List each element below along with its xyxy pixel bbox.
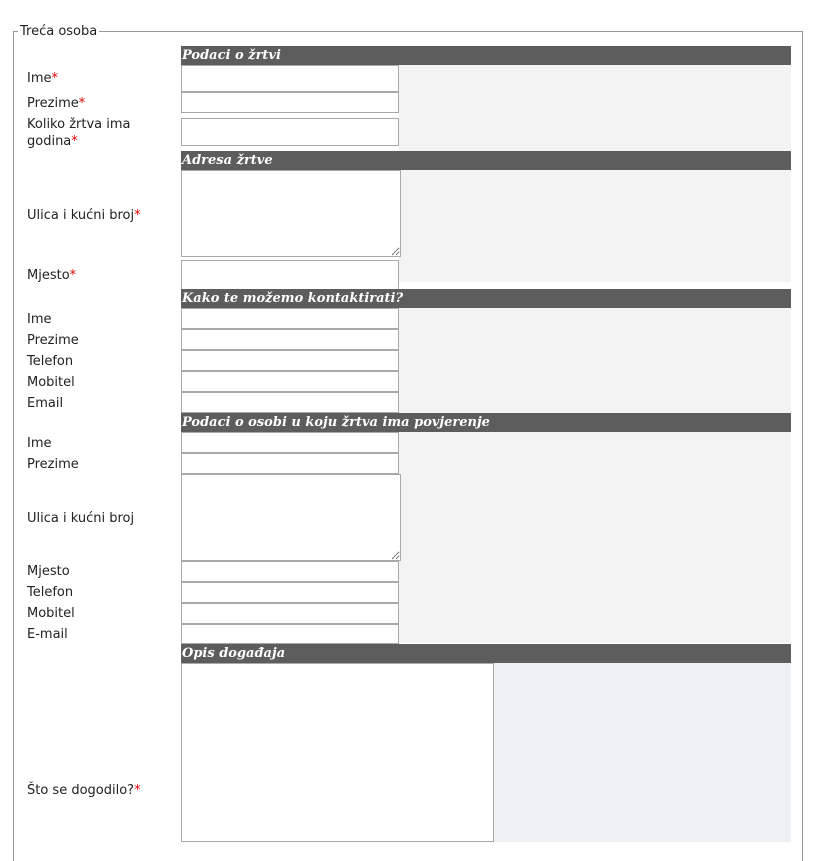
required-mark: * <box>134 208 141 223</box>
contact-last-name-input[interactable] <box>181 329 399 350</box>
required-mark: * <box>71 134 78 149</box>
fieldset-legend: Treća osoba <box>20 24 98 39</box>
label-victim-last-name: Prezime* <box>27 96 86 111</box>
section-header-contact: Kako te možemo kontaktirati? <box>181 289 791 308</box>
contact-mobile-input[interactable] <box>181 371 399 392</box>
required-mark: * <box>78 96 86 111</box>
section-header-trusted-person: Podaci o osobi u koju žrtva ima povjerenje <box>181 413 791 432</box>
contact-first-name-input[interactable] <box>181 308 399 329</box>
trusted-first-name-input[interactable] <box>181 432 399 453</box>
label-victim-street: Ulica i kućni broj* <box>27 208 141 223</box>
event-section-background <box>494 663 791 842</box>
trusted-city-input[interactable] <box>181 561 399 582</box>
label-trusted-phone: Telefon <box>27 585 74 600</box>
trusted-last-name-input[interactable] <box>181 453 399 474</box>
victim-city-input[interactable] <box>181 260 399 290</box>
required-mark: * <box>51 71 58 86</box>
contact-email-input[interactable] <box>181 392 399 413</box>
victim-first-name-input[interactable] <box>181 65 399 92</box>
trusted-street-textarea[interactable] <box>181 474 401 561</box>
label-contact-email: Email <box>27 396 64 411</box>
label-trusted-mobile: Mobitel <box>27 606 75 621</box>
victim-last-name-input[interactable] <box>181 92 399 113</box>
label-contact-phone: Telefon <box>27 354 74 369</box>
required-mark: * <box>69 268 77 283</box>
trusted-email-input[interactable] <box>181 624 399 644</box>
trusted-phone-input[interactable] <box>181 582 399 603</box>
victim-street-textarea[interactable] <box>181 170 401 257</box>
label-victim-city: Mjesto* <box>27 268 77 283</box>
label-trusted-city: Mjesto <box>27 564 70 579</box>
victim-section-background <box>399 65 791 282</box>
contact-phone-input[interactable] <box>181 350 399 371</box>
trusted-mobile-input[interactable] <box>181 603 399 624</box>
label-contact-mobile: Mobitel <box>27 375 75 390</box>
label-trusted-street: Ulica i kućni broj <box>27 511 135 526</box>
label-victim-age: Koliko žrtva ima godina* <box>27 117 131 149</box>
event-description-textarea[interactable] <box>181 663 494 842</box>
victim-age-input[interactable] <box>181 118 399 146</box>
label-trusted-email: E-mail <box>27 627 68 642</box>
label-event-description: Što se dogodilo?* <box>27 783 141 798</box>
section-header-victim: Podaci o žrtvi <box>181 46 791 65</box>
label-trusted-last-name: Prezime <box>27 457 79 472</box>
section-header-event: Opis događaja <box>181 644 791 663</box>
label-trusted-first-name: Ime <box>27 436 52 451</box>
trusted-section-background <box>399 432 791 643</box>
label-contact-first-name: Ime <box>27 312 52 327</box>
required-mark: * <box>134 783 141 798</box>
section-header-victim-address: Adresa žrtve <box>181 151 791 170</box>
label-contact-last-name: Prezime <box>27 333 79 348</box>
label-victim-first-name: Ime* <box>27 71 58 86</box>
contact-section-background <box>399 308 791 413</box>
